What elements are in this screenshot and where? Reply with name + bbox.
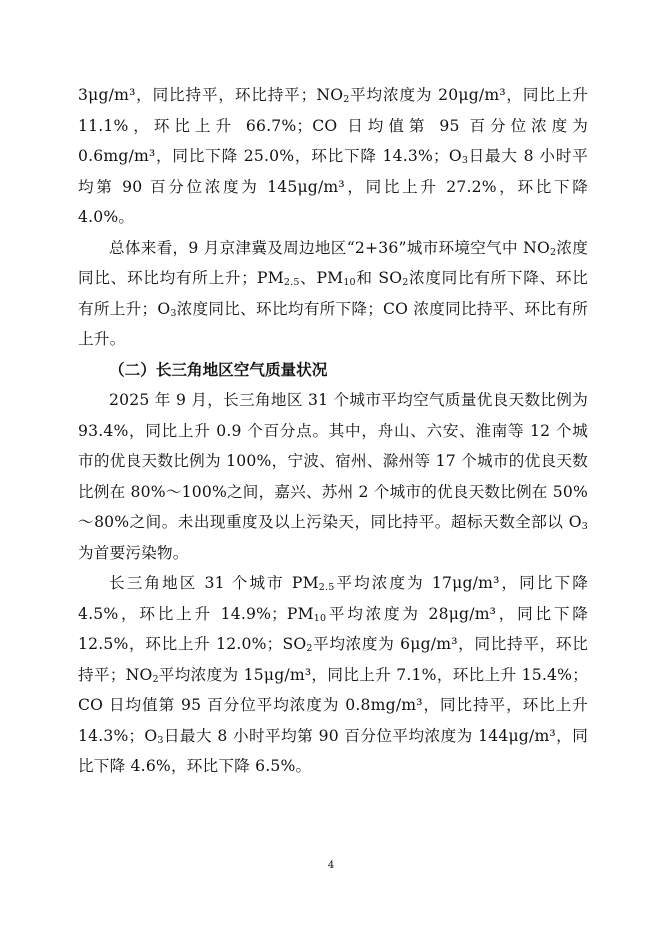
paragraph-yangtze-pollutants: 长三角地区 31 个城市 $PM_{2.5}$平均浓度为 17μg/m³，同比下降 4.5%，环比上升 14.9%；$PM_{10}$平均浓度为 28μg/m³，同比下降 12.5%，环比上升 12.0%；$SO_2$平均浓度为 6μg/m³，同比持平，环比持平；$NO_2$平均浓度为 15μg/m³，同比上升 7.1%，环比上升 15.4%；CO 日均值第 95 百分位平均浓度为 0.8mg/m³，同比持平，环比上升 14.3%；$O_3$日最大 8 小时平均第 90 百分位平均浓度为 144μg/m³，同比下降 4.6%，环比下降 6.5%。 <box>78 574 588 775</box>
page-number: 4 <box>327 860 335 871</box>
paragraph-jingjinji-summary: 总体来看，9 月京津冀及周边地区“2+36”城市环境空气中 $NO_2$浓度同比、环比均有所上升；$PM_{2.5}$、$PM_{10}$和 $SO_2$浓度同比有所下降、环比有所上升；$O_3$浓度同比、环比均有所下降；CO 浓度同比持平、环比有所上升。 <box>78 238 589 348</box>
section-heading-yangtze-delta: （二）长三角地区空气质量状况 <box>109 360 328 379</box>
page-body <box>78 80 588 782</box>
paragraph-yangtze-good-days: 2025 年 9 月，长三角地区 31 个城市平均空气质量优良天数比例为 93.4%，同比上升 0.9 个百分点。其中，舟山、六安、淮南等 12 个城市的优良天数比例为 100%，宁波、宿州、滁州等 17 个城市的优良天数比例在 80%～100%之间，嘉兴、苏州 2 个城市的优良天数比例在 50%～80%之间。未出现重度及以上污染天，同比持平。超标天数全部以 $O_3$为首要污染物。 <box>78 391 588 562</box>
paragraph-jingjinji-pollutants: 3μg/m³，同比持平，环比持平；$NO_2$平均浓度为 20μg/m³，同比上升 11.1%，环比上升 66.7%；CO 日均值第 95 百分位浓度为 0.6mg/m³，同比下降 25.0%，环比下降 14.3%；$O_3$日最大 8 小时平均第 90 百分位浓度为 145μg/m³，同比上升 27.2%，环比下降 4.0%。 <box>78 86 588 226</box>
